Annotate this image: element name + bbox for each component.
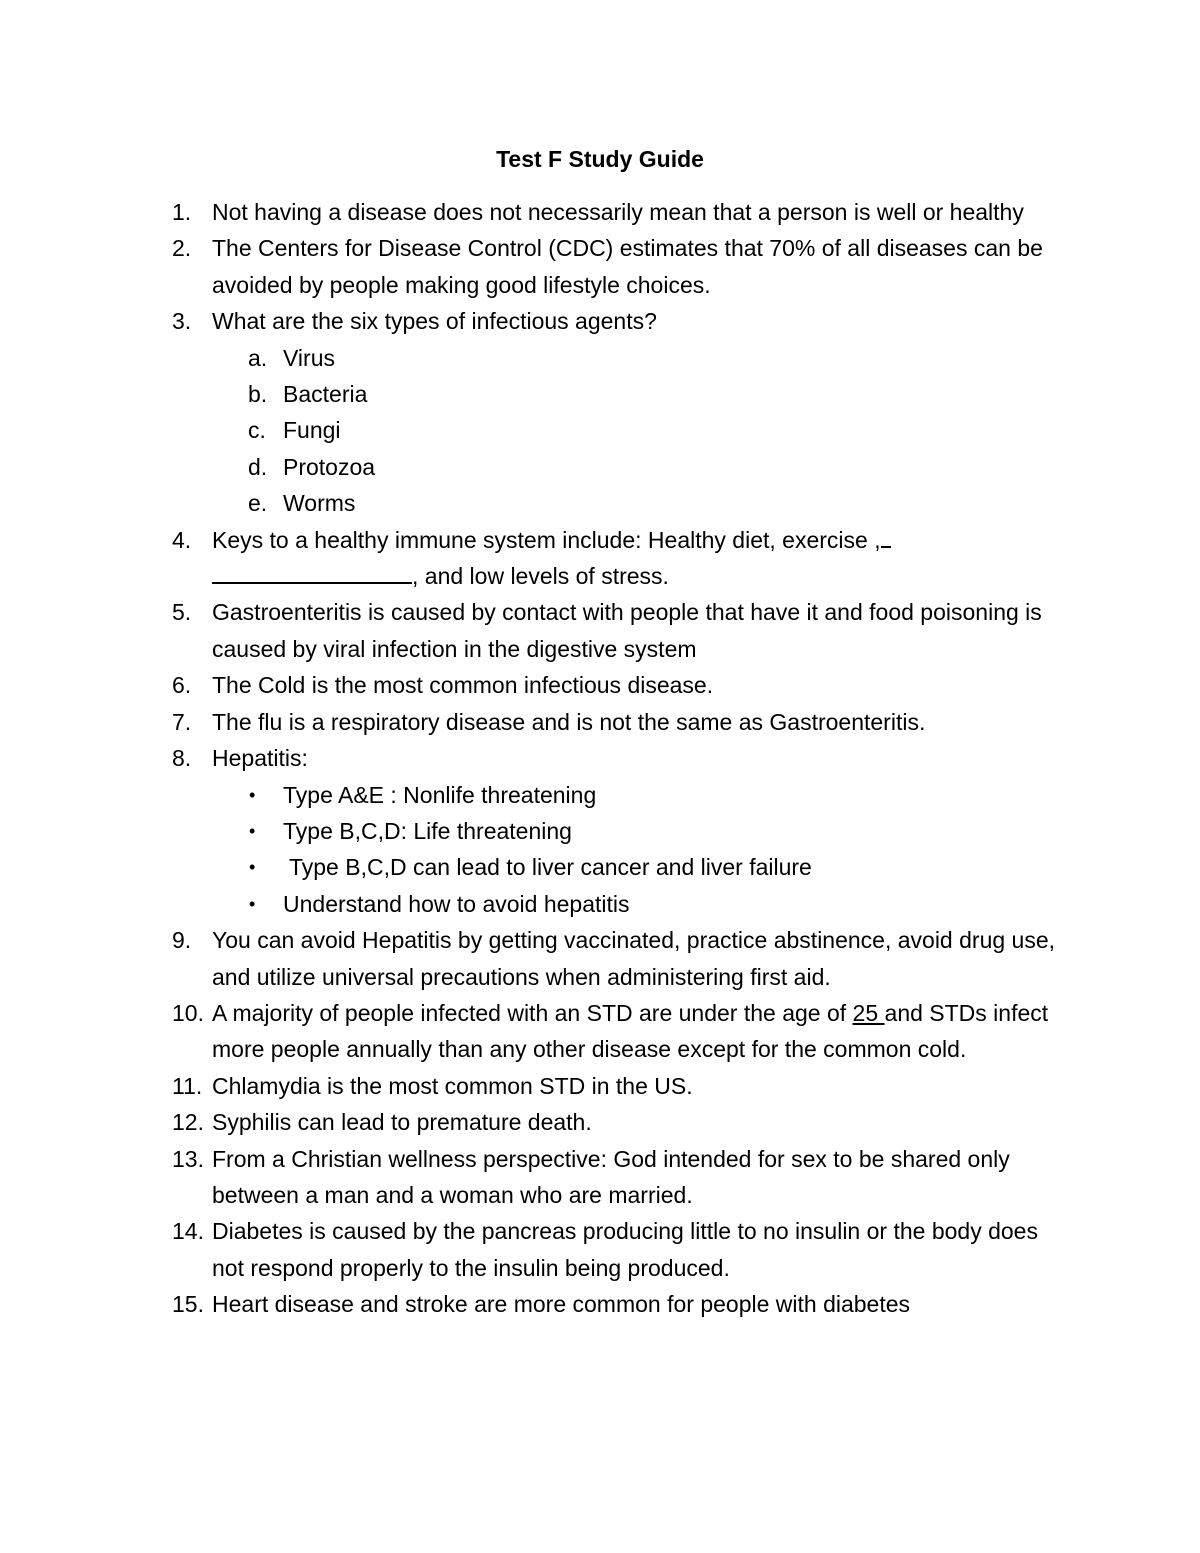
sub-item-letter: b. [248,381,268,408]
item-number: 10. [172,999,204,1026]
item-text: Heart disease and stroke are more common for people with diabetes [212,1291,911,1318]
item-text: Diabetes is caused by the pancreas producing little to no insulin or the body does not respond properly to the insulin being produced. [212,1218,1038,1281]
bullet-item [172,777,1072,813]
list-item [172,1213,1072,1286]
bullet-icon: • [249,893,256,914]
sub-item [172,449,1072,485]
item-text: Chlamydia is the most common STD in the US. [212,1072,693,1099]
list-item [172,995,1072,1068]
list-item [172,1104,1072,1140]
bullet-item [172,849,1072,885]
list-item [172,1141,1072,1214]
item-text: The Cold is the most common infectious disease. [212,672,714,699]
sub-item-text: Bacteria [283,381,368,408]
item-text-continued: and STDs infect more people annually than any other disease except for the common cold. [212,999,1049,1063]
item-text: The Centers for Disease Control (CDC) estimates that 70% of all diseases can be avoided by people making good lifestyle choices. [212,235,1043,298]
sub-item-text: Worms [283,490,356,517]
list-item [172,667,1072,703]
list-item [172,303,1072,339]
bullet-text: Type A&E : Nonlife threatening [283,781,597,808]
item-text: Not having a disease does not necessarily mean that a person is well or healthy [212,199,1024,225]
fill-in-blank-short [881,526,891,548]
item-number: 4. [172,526,192,553]
sub-item-letter: a. [248,344,268,371]
bullet-text: Understand how to avoid hepatitis [283,890,630,917]
sub-item [172,340,1072,376]
sub-item [172,376,1072,412]
sub-item-letter: e. [248,490,268,517]
item-text: What are the six types of infectious agents? [212,308,657,335]
item-text: Hepatitis: [212,745,308,772]
item-text: Keys to a healthy immune system include: Healthy diet, exercise , [212,526,881,553]
sub-item [172,485,1072,521]
item-number: 5. [172,599,192,626]
sub-item-text: Virus [283,344,335,371]
list-item [172,194,1072,230]
list-item [172,594,1072,667]
bullet-text: Type B,C,D can lead to liver cancer and liver failure [283,854,812,881]
sub-item-text: Fungi [283,417,341,444]
bullet-text: Type B,C,D: Life threatening [283,817,572,844]
item-number: 15. [172,1291,204,1318]
item-number: 8. [172,745,192,772]
item-text: Syphilis can lead to premature death. [212,1109,592,1136]
item-number: 1. [172,199,192,225]
item-text: Gastroenteritis is caused by contact with people that have it and food poisoning is caused by viral infection in the digestive system [212,599,1042,662]
item-number: 3. [172,308,192,335]
sub-item-letter: d. [248,453,268,480]
item-number: 13. [172,1145,204,1172]
item-text: From a Christian wellness perspective: God intended for sex to be shared only between a man and a woman who are married. [212,1145,1010,1208]
item-number: 6. [172,672,192,699]
underlined-answer: 25 [852,999,885,1026]
list-item [172,230,1072,303]
bullet-icon: • [249,857,256,878]
list-item [172,922,1072,995]
bullet-item [172,886,1072,922]
item-number: 12. [172,1109,204,1136]
item-text-continued: , and low levels of stress. [412,563,669,590]
document-title: Test F Study Guide [496,146,704,172]
sub-item-letter: c. [248,417,266,444]
bullet-item [172,813,1072,849]
list-item [172,1068,1072,1104]
list-item [172,1286,1072,1322]
study-guide-list [172,194,1072,1323]
list-item [172,740,1072,776]
sub-item [172,412,1072,448]
list-item [172,522,1072,595]
bullet-icon: • [249,820,256,841]
item-number: 14. [172,1218,204,1245]
item-number: 7. [172,708,192,735]
item-number: 9. [172,927,192,954]
sub-item-text: Protozoa [283,453,376,480]
item-text: The flu is a respiratory disease and is not the same as Gastroenteritis. [212,708,926,735]
item-text: You can avoid Hepatitis by getting vaccinated, practice abstinence, avoid drug use, and utilize universal precautions when administering first aid. [212,927,1056,990]
item-number: 11. [172,1072,203,1099]
item-number: 2. [172,235,192,262]
fill-in-blank [212,560,412,584]
list-item [172,704,1072,740]
bullet-icon: • [249,784,256,805]
item-text: A majority of people infected with an STD are under the age of [212,999,853,1026]
